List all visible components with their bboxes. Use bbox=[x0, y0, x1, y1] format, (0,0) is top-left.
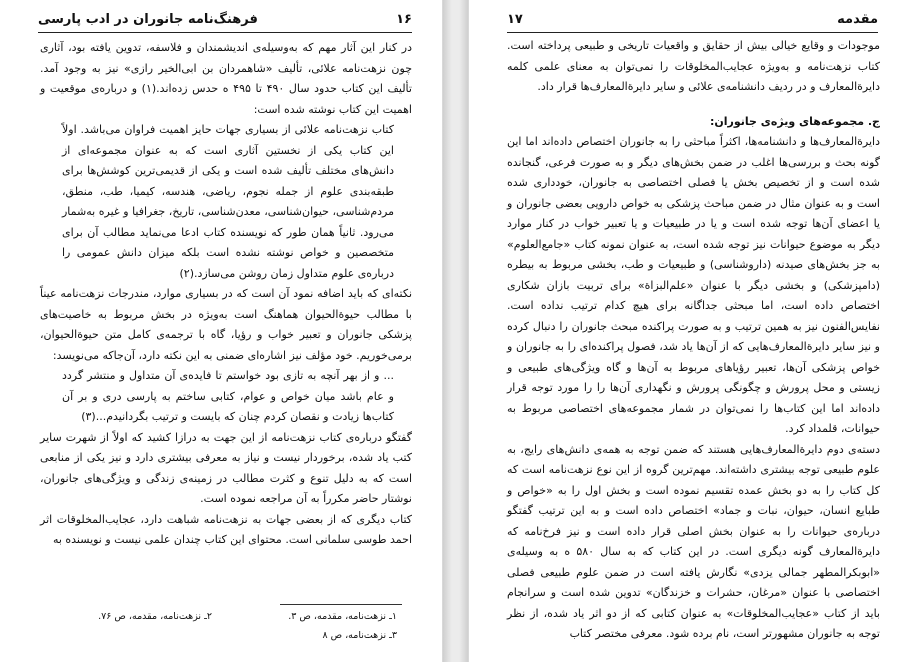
header-rule bbox=[507, 32, 878, 33]
footnote: ۳ـ نزهت‌نامه، ص ۸ bbox=[322, 630, 397, 641]
footnote-rule bbox=[280, 604, 402, 605]
page-number: ۱۷ bbox=[507, 12, 523, 27]
paragraph: نکته‌ای که باید اضافه نمود آن است که در بسیاری موارد، مندرجات نزهت‌نامه عیناً با مطالب حیوةالحیوان هماهنگ است به‌ویژه در بخش مربوط به خاصیت‌های پزشکی جانوران و تعبیر خواب و رؤیا، گاه با ترجمه‌ی کامل متن حیوةالحیوان، برمی‌خوریم. خود مؤلف نیز اشاره‌ای ضمنی به این نکته دارد، آن‌جاکه می‌نویسد: bbox=[40, 287, 412, 362]
header-rule bbox=[38, 32, 412, 33]
section-heading: ج. مجموعه‌های ویژه‌ی جانوران: bbox=[710, 114, 880, 128]
paragraph: گفتگو درباره‌ی کتاب نزهت‌نامه از این جهت به درازا کشید که اولاً از شهرت سایر کتب یاد شده، برخوردار نیست و نیاز به معرفی بیشتری دارد و نیز یکی از منابعی است که به دلیل تنوع و کثرت مطالب در زمینه‌ی زندگی و ویژگی‌های جانوران، نوشتار حاضر مکرراً به آن مراجعه نموده است. bbox=[40, 430, 412, 505]
block-quote: کتاب نزهت‌نامه علائی از بسیاری جهات حایز اهمیت فراوان می‌باشد. اولاً این کتاب یکی از نخستین آثاری است که به عنوان مجموعه‌ای از دانش‌های مختلف تألیف شده است و یکی از قدیمی‌ترین کوشش‌ها برای طبقه‌بندی علوم از جمله نجوم، ریاضی، هندسه، کیمیا، طب، منطق، مردم‌شناسی، حیوان‌شناسی، معدن‌شناسی، تاریخ، جغرافیا و غیره به‌شمار می‌رود. ثانیاً همان طور که نویسنده کتاب ادعا می‌نماید مطالب آن برای متخصصین و خواص نوشته نشده است بلکه میزان دانش عمومی را درباره‌ی علوم متداول زمان روشن می‌سازد.(۲) bbox=[62, 123, 394, 280]
paragraph: کتاب دیگری که از بعضی جهات به نزهت‌نامه شباهت دارد، عجایب‌المخلوقات اثر احمد طوسی سلمانی است. محتوای این کتاب چندان علمی نیست و نویسنده به bbox=[40, 512, 412, 546]
paragraph: دایرةالمعارف‌ها و دانشنامه‌ها، اکثراً مباحثی را به جانوران اختصاص داده‌اند اما این گونه بحث و بررسی‌ها اغلب در ضمن بخش‌های دیگر و به صورت فرعی، گنجانده شده است و از تخصیص بخش یا فصلی اختصاصی به جانوران، خودداری شده است و به عنوان مثال در ضمن مباحث پزشکی به خواص دارویی بعضی جانوران و یا اعضای آن‌ها توجه شده است و یا در طبیعیات و یا تعبیر خواب در کنار موارد دیگر به موضوع حیوانات نیز توجه شده است، به عنوان نمونه کتاب «جامع‌العلوم» به جز بخش‌های صیدنه (داروشناسی) و طبیعیات و طب، بخشی مربوط به بیطره (دامپزشکی) و بخشی دیگر با عنوان «علم‌البزاة» برای تربیت بازان شکاری اختصاص داده است، اما مبحثی جداگانه برای هیچ کدام ترتیب نداده است. نفایس‌الفنون نیز به همین ترتیب و به صورت پراکنده مبحث جانوران را دنبال کرده و نیز سایر دایرةالمعارف‌هایی که از آن‌ها یاد شد، فصول پراکنده‌ای را به جانوران و خواص پزشکی آن‌ها، تعبیر رؤیاهای مربوط به آن‌ها و گاه ویژگی‌های طبیعی و زیستی و محل پرورش و چگونگی پرورش و نگهداری آن‌ها را را مورد توجه قرار داده‌اند اما این کتاب‌ها را نمی‌توان در شمار مجموعه‌های اختصاصی مربوط به حیوانات، قلمداد کرد. bbox=[507, 135, 880, 435]
left-page-header bbox=[38, 12, 412, 30]
page-number: ۱۶ bbox=[396, 12, 412, 27]
running-title: فرهنگ‌نامه جانوران در ادب پارسی bbox=[38, 12, 258, 27]
left-page bbox=[0, 0, 443, 662]
left-page-body bbox=[40, 38, 412, 551]
running-title: مقدمه bbox=[837, 12, 878, 27]
footnote: ۲ـ نزهت‌نامه، مقدمه، ص ۷۶. bbox=[98, 611, 212, 622]
right-page-body bbox=[507, 36, 880, 645]
right-page bbox=[468, 0, 908, 662]
paragraph: دسته‌ی دوم دایرةالمعارف‌هایی هستند که ضمن توجه به همه‌ی دانش‌های رایج، به علوم طبیعی توجه بیشتری داشته‌اند. مهم‌ترین گروه از این نوع نزهت‌نامه است که کل کتاب را به دو بخش عمده تقسیم نموده است و بخش اول را به «خواص و طبایع انسان، حیوان، نبات و جماد» اختصاص داده است و به این ترتیب گفتگو درباره‌ی حیوانات را به عنوان بخش اصلی قرار داده است و نیز فرخ‌نامه که دایرةالمعارف گونه دیگری است. در این کتاب که به سال ۵۸۰ ه به وسیله‌ی «ابوبکرالمطهر جمالی یزدی» نگارش یافته است در ضمن علوم طبیعی فصلی اختصاصی با عنوان «مرغان، حشرات و خزندگان» تدوین شده است و سرانجام باید از کتاب «عجایب‌المخلوقات» به عنوان کتابی که از دو اثر یاد شده، از نظر توجه به جانوران مشهورتر است، نام برده شود. معرفی مختصر کتاب bbox=[507, 442, 880, 640]
paragraph: موجودات و وقایع خیالی بیش از حقایق و واقعیات تاریخی و طبیعی پرداخته است. کتاب نزهت‌نامه و به‌ویژه عجایب‌المخلوقات را نمی‌توان به معنای علمی کلمه دایرةالمعارف و در ردیف دانشنامه‌ی علائی و سایر دایرةالمعارف‌ها قرار داد. bbox=[507, 39, 880, 93]
book-gutter bbox=[443, 0, 468, 662]
right-page-header bbox=[507, 12, 878, 30]
footnote: ۱ـ نزهت‌نامه، مقدمه، ص ۳. bbox=[288, 611, 397, 622]
paragraph: در کنار این آثار مهم که به‌وسیله‌ی اندیشمندان و فلاسفه، تدوین یافته بود، آثاری چون نزهت‌نامه علائی، تألیف «شاهمردان بن ابی‌الخیر رازی» نیز به وجود آمد. تألیف این کتاب حدود سال ۴۹۰ تا ۴۹۵ ه حدس زده‌اند.(۱) و درباره‌ی موقعیت و اهمیت این کتاب نوشته شده است: bbox=[40, 41, 412, 116]
block-quote: ... و از بهر آنچه به تازی بود خواستم تا فایده‌ی آن متداول و منتشر گردد و عام باشد میان خواص و عوام، کتابی ساختم به پارسی دری و بر آن کتاب‌ها زیادت و نقصان کردم چنان که بایست و ترتیب بگردانیدم...(۳) bbox=[62, 369, 394, 423]
